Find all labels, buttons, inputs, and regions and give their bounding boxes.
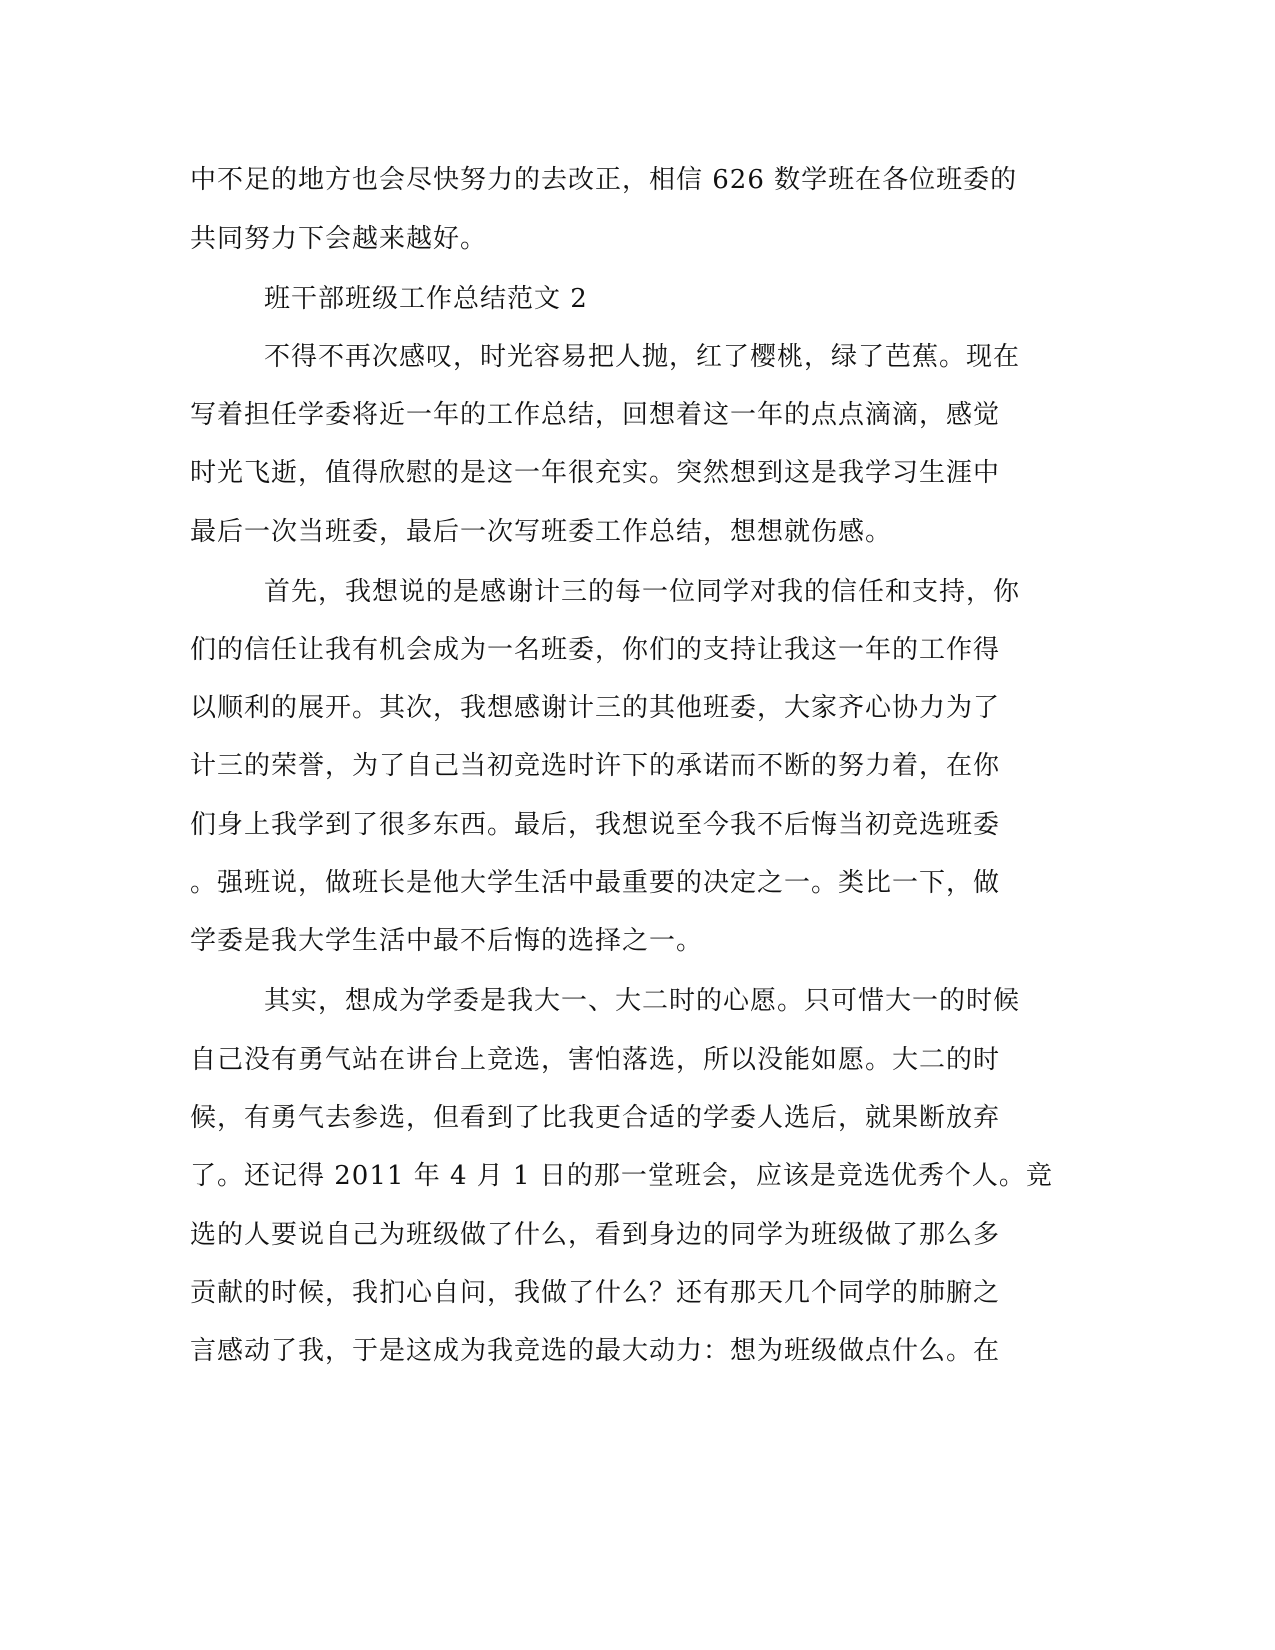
text-line: 候，有勇气去参选，但看到了比我更合适的学委人选后，就果断放弃 (190, 1103, 1001, 1133)
text-line: 中不足的地方也会尽快努力的去改正，相信 626 数学班在各位班委的 (190, 165, 1018, 195)
text-line: 以顺利的展开。其次，我想感谢计三的其他班委，大家齐心协力为了 (190, 693, 1001, 723)
text-line: 言感动了我，于是这成为我竞选的最大动力：想为班级做点什么。在 (190, 1336, 1001, 1366)
text-line: 。强班说，做班长是他大学生活中最重要的决定之一。类比一下，做 (190, 868, 1001, 898)
text-line: 们身上我学到了很多东西。最后，我想说至今我不后悔当初竞选班委 (190, 810, 1001, 840)
text-line: 自己没有勇气站在讲台上竞选，害怕落选，所以没能如愿。大二的时 (190, 1045, 1001, 1075)
text-line: 们的信任让我有机会成为一名班委，你们的支持让我这一年的工作得 (190, 635, 1001, 665)
text-line: 计三的荣誉，为了自己当初竞选时许下的承诺而不断的努力着，在你 (190, 751, 1001, 781)
text-line: 学委是我大学生活中最不后悔的选择之一。 (190, 926, 704, 956)
section-heading: 班干部班级工作总结范文 2 (264, 284, 588, 314)
text-line: 不得不再次感叹，时光容易把人抛，红了樱桃，绿了芭蕉。现在 (264, 342, 1021, 372)
text-line: 最后一次当班委，最后一次写班委工作总结，想想就伤感。 (190, 517, 893, 547)
text-line: 了。还记得 2011 年 4 月 1 日的那一堂班会，应该是竞选优秀个人。竞 (190, 1161, 1053, 1191)
text-line: 写着担任学委将近一年的工作总结，回想着这一年的点点滴滴，感觉 (190, 400, 1001, 430)
text-line: 贡献的时候，我扪心自问，我做了什么？还有那天几个同学的肺腑之 (190, 1278, 1001, 1308)
text-line: 共同努力下会越来越好。 (190, 224, 488, 254)
text-line: 其实，想成为学委是我大一、大二时的心愿。只可惜大一的时候 (264, 986, 1021, 1016)
text-line: 选的人要说自己为班级做了什么，看到身边的同学为班级做了那么多 (190, 1220, 1001, 1250)
text-line: 首先，我想说的是感谢计三的每一位同学对我的信任和支持，你 (264, 577, 1021, 607)
text-line: 时光飞逝，值得欣慰的是这一年很充实。突然想到这是我学习生涯中 (190, 458, 1001, 488)
